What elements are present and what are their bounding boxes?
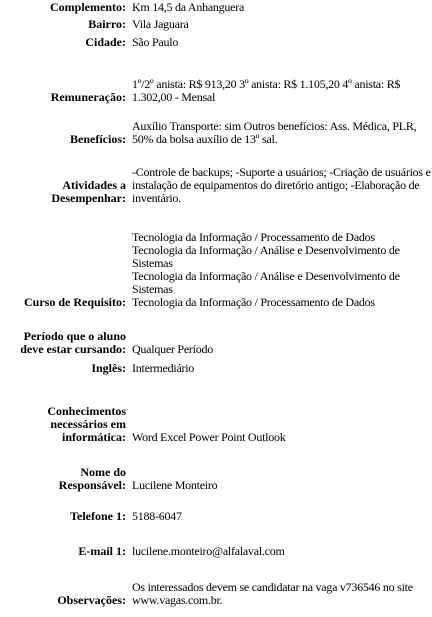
- row-conhecimentos: [0, 402, 432, 444]
- telefone-value: 5188-6047: [132, 509, 182, 523]
- curso-values: [132, 231, 428, 309]
- complemento-value: Km 14,5 da Anhanguera: [132, 0, 245, 14]
- complemento-label: Complemento:: [50, 0, 126, 14]
- observacoes-label: Observações:: [57, 593, 126, 607]
- row-remuneracao: [0, 72, 432, 104]
- email-label: E-mail 1:: [78, 544, 126, 558]
- conhecimentos-label-line-1: Conhecimentos: [47, 404, 126, 418]
- responsavel-label: [0, 466, 126, 492]
- atividades-label-line-1: Atividades a: [62, 178, 126, 192]
- row-email: [0, 545, 432, 558]
- row-periodo: [0, 327, 432, 356]
- ingles-label: Inglês:: [91, 361, 126, 375]
- curso-label: Curso de Requisito:: [23, 295, 126, 309]
- row-bairro: [0, 18, 432, 31]
- conhecimentos-label-line-2: necessários em: [50, 417, 126, 431]
- periodo-value: Qualquer Período: [132, 342, 213, 356]
- row-cidade: [0, 36, 432, 49]
- row-curso: [0, 225, 432, 309]
- observacoes-value: Os interessados devem se candidatar na vaga v736546 no site www.vagas.com.br.: [132, 580, 413, 607]
- cidade-value: São Paulo: [132, 35, 179, 49]
- responsavel-label-line-1: Nome do: [80, 465, 126, 479]
- curso-item: Tecnologia da Informação / Processamento de Dados: [132, 295, 375, 309]
- cidade-label: Cidade:: [85, 35, 126, 49]
- periodo-label-line-2: deve estar cursando:: [20, 342, 126, 356]
- remuneracao-label: Remuneração:: [50, 90, 126, 104]
- responsavel-value: Lucilene Monteiro: [132, 478, 218, 492]
- row-beneficios: [0, 116, 432, 146]
- curso-item: Tecnologia da Informação / Análise e Desenvolvimento de Sistemas: [132, 269, 400, 296]
- curso-item: Tecnologia da Informação / Processamento de Dados: [132, 230, 375, 244]
- row-ingles: [0, 362, 432, 375]
- row-telefone: [0, 510, 432, 523]
- ingles-value: Intermediário: [132, 361, 195, 375]
- telefone-label: Telefone 1:: [70, 509, 126, 523]
- bairro-value: Vila Jaguara: [132, 17, 189, 31]
- row-complemento: [0, 1, 432, 14]
- conhecimentos-value: Word Excel Power Point Outlook: [132, 430, 286, 444]
- email-value: lucilene.monteiro@alfalaval.com: [132, 544, 285, 558]
- beneficios-value: Auxílio Transporte: sim Outros benefícios: Ass. Médica, PLR, 50% da bolsa auxílio de 13º sal.: [132, 119, 417, 146]
- atividades-label-line-2: Desempenhar:: [51, 191, 126, 205]
- conhecimentos-label-line-3: informática:: [62, 430, 126, 444]
- bairro-label: Bairro:: [88, 17, 126, 31]
- row-responsavel: [0, 463, 432, 492]
- curso-item: Tecnologia da Informação / Análise e Desenvolvimento de Sistemas: [132, 243, 400, 270]
- periodo-label: [0, 330, 126, 356]
- responsavel-label-line-2: Responsável:: [58, 478, 126, 492]
- periodo-label-line-1: Período que o aluno: [23, 329, 126, 343]
- row-atividades: [0, 163, 432, 205]
- remuneracao-value: 1º/2º anista: R$ 913,20 3º anista: R$ 1.105,20 4º anista: R$ 1.302,00 - Mensal: [132, 77, 401, 104]
- beneficios-label: Benefícios:: [70, 132, 126, 146]
- atividades-label: [0, 179, 126, 205]
- row-observacoes: [0, 578, 432, 607]
- conhecimentos-label: [0, 405, 126, 444]
- atividades-value: -Controle de backups; -Suporte a usuários; -Criação de usuários e instalação de equipamentos do diretório antigo; -Elaboração de inventário.: [132, 165, 431, 205]
